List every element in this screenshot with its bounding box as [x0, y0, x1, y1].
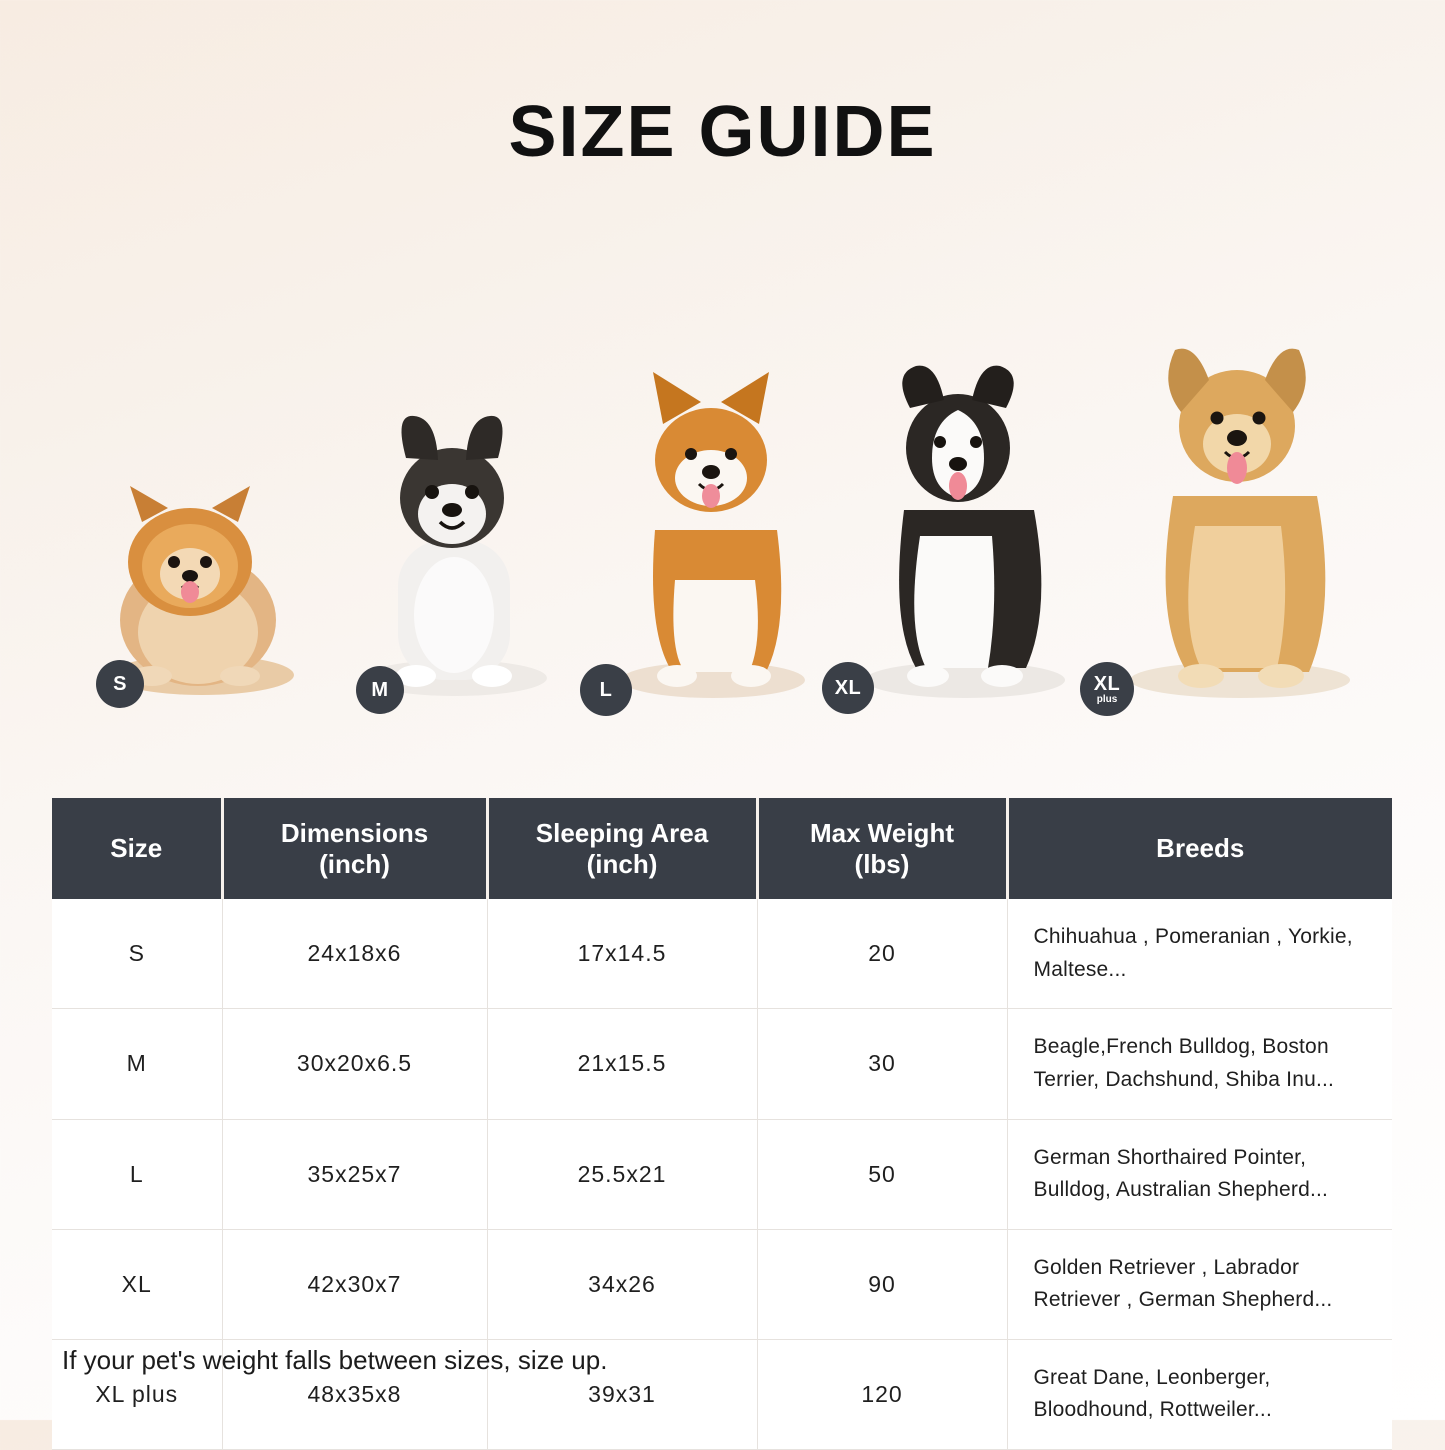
- shiba-inu-icon: [605, 350, 820, 700]
- table-header: [52, 798, 1392, 899]
- column-header-line1: Max Weight: [810, 818, 954, 848]
- cell-max-weight: 120: [757, 1339, 1007, 1449]
- column-header-line1: Dimensions: [280, 818, 429, 848]
- cell-sleeping-area: 34x26: [487, 1229, 757, 1339]
- cell-max-weight: 90: [757, 1229, 1007, 1339]
- column-header-max-weight: [757, 798, 1007, 899]
- size-badge-xl: [822, 662, 874, 714]
- cell-dimensions: 48x35x8: [222, 1339, 487, 1449]
- footnote: If your pet's weight falls between sizes, size up.: [62, 1345, 608, 1375]
- cell-size: XL plus: [52, 1339, 222, 1449]
- dog-illustration-xl-plus: [1115, 320, 1365, 700]
- size-badge-label: L: [599, 679, 613, 701]
- cell-sleeping-area: 21x15.5: [487, 1009, 757, 1119]
- cell-breeds: German Shorthaired Pointer, Bulldog, Australian Shepherd...: [1007, 1119, 1392, 1229]
- page-title: SIZE GUIDE: [508, 92, 937, 172]
- column-header-line2: (lbs): [854, 848, 910, 879]
- column-header-size: [52, 798, 222, 899]
- size-badge-s: [96, 660, 144, 708]
- size-badge-sublabel: plus: [1096, 693, 1118, 705]
- french-bulldog-icon: [340, 410, 570, 700]
- dog-illustration-l: [605, 350, 820, 700]
- column-header-line1: Size: [110, 833, 163, 864]
- table-row: [52, 1119, 1392, 1229]
- cell-sleeping-area: 25.5x21: [487, 1119, 757, 1229]
- table-row: [52, 1229, 1392, 1339]
- golden-retriever-icon: [1115, 320, 1365, 700]
- column-header-breeds: [1007, 798, 1392, 899]
- cell-dimensions: 30x20x6.5: [222, 1009, 487, 1119]
- size-badge-label: M: [371, 679, 389, 701]
- cell-breeds: Great Dane, Leonberger, Bloodhound, Rottweiler...: [1007, 1339, 1392, 1449]
- cell-breeds: Chihuahua , Pomeranian , Yorkie, Maltese...: [1007, 899, 1392, 1009]
- cell-max-weight: 50: [757, 1119, 1007, 1229]
- size-badge-label: XL: [1093, 672, 1121, 695]
- size-badge-label: XL: [834, 677, 862, 699]
- size-badge-l: [580, 664, 632, 716]
- column-header-dimensions: [222, 798, 487, 899]
- column-header-line2: (inch): [586, 848, 658, 879]
- cell-max-weight: 30: [757, 1009, 1007, 1119]
- cell-size: S: [52, 899, 222, 1009]
- table-row: [52, 899, 1392, 1009]
- dog-illustration-xl: [850, 340, 1080, 700]
- cell-dimensions: 24x18x6: [222, 899, 487, 1009]
- dog-lineup: [60, 300, 1390, 705]
- dog-illustration-m: [340, 410, 570, 700]
- cell-breeds: Beagle,French Bulldog, Boston Terrier, Dachshund, Shiba Inu...: [1007, 1009, 1392, 1119]
- cell-breeds: Golden Retriever , Labrador Retriever , German Shepherd...: [1007, 1229, 1392, 1339]
- table-header-row: [52, 798, 1392, 899]
- cell-size: L: [52, 1119, 222, 1229]
- cell-sleeping-area: 39x31: [487, 1339, 757, 1449]
- column-header-sleeping-area: [487, 798, 757, 899]
- cell-dimensions: 35x25x7: [222, 1119, 487, 1229]
- cell-size: M: [52, 1009, 222, 1119]
- size-badge-label: S: [113, 673, 127, 695]
- cell-size: XL: [52, 1229, 222, 1339]
- cell-max-weight: 20: [757, 899, 1007, 1009]
- table-row: [52, 1009, 1392, 1119]
- size-badge-xl-plus: [1080, 662, 1134, 716]
- border-collie-icon: [850, 340, 1080, 700]
- column-header-line2: (inch): [319, 848, 390, 879]
- cell-dimensions: 42x30x7: [222, 1229, 487, 1339]
- size-badge-m: [356, 666, 404, 714]
- column-header-line1: Breeds: [1156, 833, 1245, 864]
- column-header-line1: Sleeping Area: [535, 818, 709, 848]
- cell-sleeping-area: 17x14.5: [487, 899, 757, 1009]
